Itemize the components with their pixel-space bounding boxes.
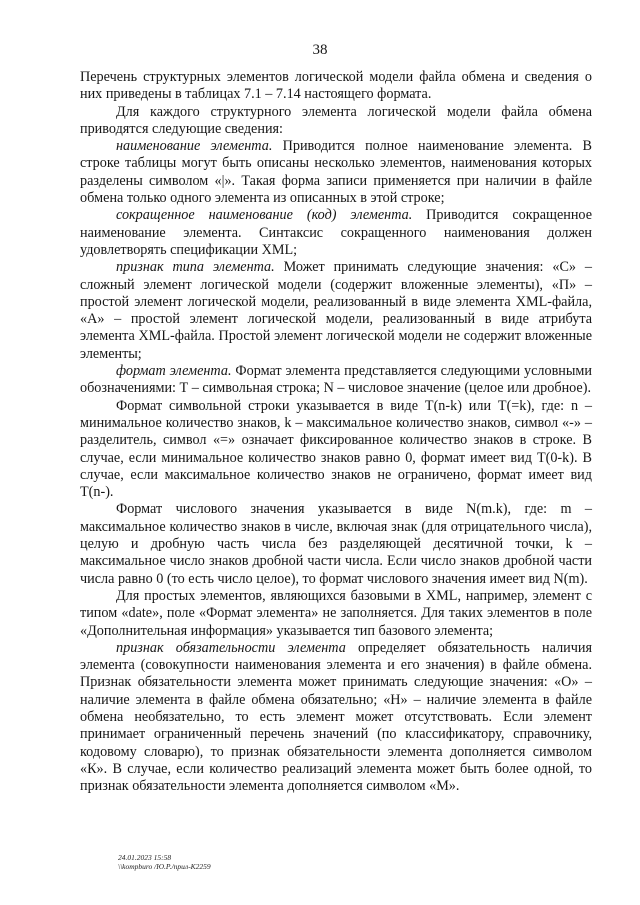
paragraph-text: Формат элемента представляется следующими условными обозначениями: Т – символьная строка; N – числовое значение (целое или дробное).: [80, 363, 592, 397]
paragraph: [80, 104, 592, 139]
paragraph-text: Для каждого структурного элемента логической модели файла обмена приводятся следующие сведения:: [80, 103, 592, 137]
paragraph: [80, 588, 592, 640]
paragraph-text: определяет обязательность наличия элемента (совокупности наименования элемента и его значения) в файле обмена. Признак обязательности элемента может принимать следующие значения: «О» – наличие элемента в файле обмена обязательно; «Н» – наличие элемента в файле обмена необязательно, то есть элемент может отсутствовать. Если элемент принимает ограниченный перечень значений (по классификатору, справочнику, кодовому словарю), то признак обязательности элемента дополняется символом «К». В случае, если количество реализаций элемента может быть более одной, то признак обязательности элемента дополняется символом «М».: [80, 639, 592, 795]
paragraph-text: Перечень структурных элементов логической модели файла обмена и сведения о них приведены в таблицах 7.1 – 7.14 настоящего формата.: [80, 69, 592, 103]
paragraph: [80, 69, 592, 104]
defined-term: сокращенное наименование (код) элемента.: [116, 207, 413, 224]
paragraph: [80, 138, 592, 207]
paragraph-text: Может принимать следующие значения: «С» – сложный элемент логической модели (содержит вложенные элементы), «П» – простой элемент логической модели, реализованный в виде элемента XML-файла, «А» – простой элемент логической модели, реализованный в виде атрибута элемента XML-файла. Простой элемент логической модели не содержит вложенные элементы;: [80, 259, 592, 362]
print-timestamp: 24.01.2023 15:58: [118, 853, 172, 862]
paragraph: [80, 207, 592, 259]
paragraph: [80, 259, 592, 363]
print-stamp: [118, 853, 211, 871]
paragraph-text: Приводится сокращенное наименование элемента. Синтаксис сокращенного наименования должен удовлетворять спецификации XML;: [80, 207, 592, 258]
defined-term: признак типа элемента.: [116, 259, 275, 276]
defined-term: формат элемента.: [116, 363, 232, 380]
paragraph: [80, 398, 592, 502]
paragraph-text: Формат числового значения указывается в виде N(m.k), где: m – максимальное количество знаков в числе, включая знак (для отрицательного числа), целую и дробную часть числа без разделяющей десятичной точки, k – максимальное число знаков дробной части числа. Если число знаков дробной части числа равно 0 (то есть число целое), то формат числового значения имеет вид N(m).: [80, 501, 592, 587]
paragraph-text: Формат символьной строки указывается в виде Т(n-k) или Т(=k), где: n – минимальное количество знаков, k – максимальное количество знаков, символ «-» – разделитель, символ «=» означает фиксированное количество знаков в строке. В случае, если минимальное количество знаков равно 0, формат имеет вид Т(0-k). В случае, если максимальное количество знаков не ограничено, формат имеет вид Т(n-).: [80, 397, 592, 501]
paragraph-text: Приводится полное наименование элемента. В строке таблицы могут быть описаны несколько элементов, наименования которых разделены символом «|». Такая форма записи применяется при наличии в файле обмена только одного элемента из описанных в этой строке;: [80, 138, 592, 207]
paragraph: [80, 363, 592, 398]
paragraph: [80, 640, 592, 796]
defined-term: наименование элемента.: [116, 138, 273, 155]
document-body: [80, 69, 592, 795]
defined-term: признак обязательности элемента: [116, 639, 346, 656]
page-number: 38: [312, 42, 328, 58]
file-path: \\kompburo /Ю.Р./прил-К2259: [118, 862, 211, 871]
paragraph: [80, 501, 592, 587]
paragraph-text: Для простых элементов, являющихся базовыми в XML, например, элемент с типом «date», поле «Формат элемента» не заполняется. Для таких элементов в поле «Дополнительная информация» указывается тип базового элемента;: [80, 587, 592, 639]
